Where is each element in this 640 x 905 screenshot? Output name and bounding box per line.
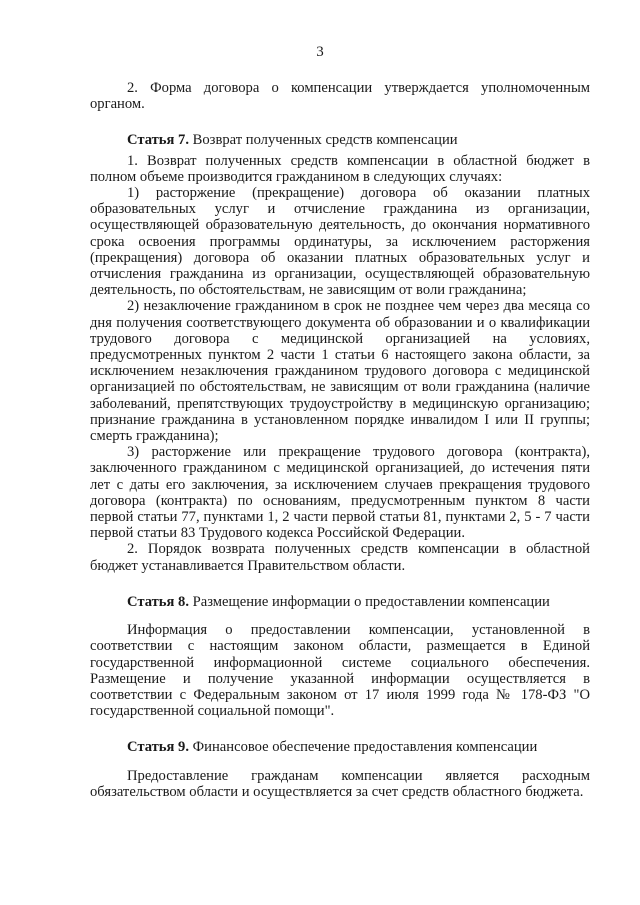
page-number: 3 — [316, 44, 324, 60]
article-7-item-3: 3) расторжение или прекращение трудового договора (контракта), заключенного гражданином с медицинской организацией, до истечения пяти лет с даты его заключения, за исключением случаев прекращения трудового договора (контракта) по основаниям, предусмотренным пунктом 8 части первой статьи 77, пунктами 1, 2 части первой статьи 81, пунктами 2, 5 - 7 части первой статьи 83 Трудового кодекса Российской Федерации. — [90, 444, 590, 542]
article-7-label: Статья 7. — [127, 132, 189, 149]
article-7-heading — [90, 132, 590, 148]
article-9-title: Финансовое обеспечение предоставления компенсации — [192, 739, 538, 756]
document-body — [90, 80, 590, 800]
article-7-paragraph-2: 2. Порядок возврата полученных средств компенсации в областной бюджет устанавливается Правительством области. — [90, 541, 590, 574]
article-8-heading — [90, 594, 590, 610]
article-9-paragraph-1: Предоставление гражданам компенсации является расходным обязательством области и осуществляется за счет средств областного бюджета. — [90, 767, 590, 800]
article-7-title: Возврат полученных средств компенсации — [192, 132, 458, 149]
article-7-item-2: 2) незаключение гражданином в срок не позднее чем через два месяца со дня получения соответствующего документа об образовании и о квалификации трудового договора с медицинской организацией на условиях, предусмотренных пунктом 2 части 1 статьи 6 настоящего закона области, за исключением незаключения гражданином трудового договора с медицинской организацией по обстоятельствам, не зависящим от воли гражданина (наличие заболеваний, препятствующих трудоустройству в медицинскую организацию; признание гражданина в установленном порядке инвалидом I или II группы; смерть гражданина); — [90, 298, 590, 445]
article-8-label: Статья 8. — [127, 593, 189, 610]
article-9-heading — [90, 739, 590, 755]
article-8-paragraph-1: Информация о предоставлении компенсации, установленной в соответствии с настоящим законом области, размещается в Единой государственной информационной системе социального обеспечения. Размещение и получение указанной информации осуществляется в соответствии с Федеральным законом от 17 июля 1999 года № 178-ФЗ "О государственной социальной помощи". — [90, 622, 590, 720]
article-9-label: Статья 9. — [127, 739, 189, 756]
article-6-paragraph-2: 2. Форма договора о компенсации утверждается уполномоченным органом. — [90, 80, 590, 113]
article-7-paragraph-1: 1. Возврат полученных средств компенсации в областной бюджет в полном объеме производится гражданином в следующих случаях: — [90, 152, 590, 185]
article-7-item-1: 1) расторжение (прекращение) договора об оказании платных образовательных услуг и отчисление гражданина из организации, осуществляющей образовательную деятельность, до окончания нормативного срока освоения программы ординатуры, за исключением расторжения (прекращения) договора об оказании платных образовательных услуг и отчисления гражданина из организации, осуществляющей образовательную деятельность, по обстоятельствам, не зависящим от воли гражданина; — [90, 185, 590, 299]
article-8-title: Размещение информации о предоставлении компенсации — [192, 593, 550, 610]
